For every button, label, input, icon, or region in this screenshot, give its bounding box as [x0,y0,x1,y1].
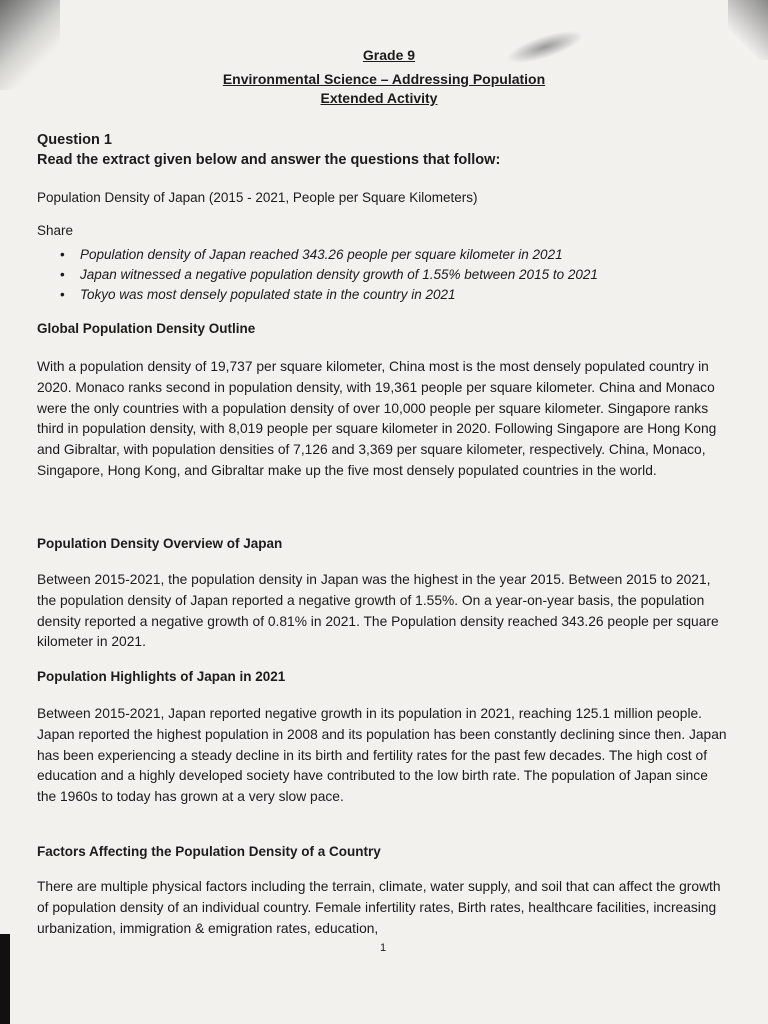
bullet-icon: • [60,267,65,282]
extract-title: Population Density of Japan (2015 - 2021, People per Square Kilometers) [37,190,478,205]
share-label: Share [37,223,74,238]
list-item [58,265,598,285]
bullet-text: Tokyo was most densely populated state in the country in 2021 [80,287,456,302]
page-number: 1 [380,942,387,954]
bullet-text: Japan witnessed a negative population density growth of 1.55% between 2015 to 2021 [80,267,598,282]
bullet-text: Population density of Japan reached 343.26 people per square kilometer in 2021 [80,247,563,262]
grade-heading: Grade 9 [362,47,416,63]
section-heading: Factors Affecting the Population Density of a Country [37,844,381,859]
bullet-icon: • [60,247,65,262]
section-heading: Global Population Density Outline [37,321,256,336]
section-heading: Population Highlights of Japan in 2021 [37,669,286,684]
activity-heading: Extended Activity [320,90,438,106]
page-edge-shadow [0,934,10,1024]
bullet-icon: • [60,287,65,302]
subject-heading: Environmental Science – Addressing Population [222,71,546,87]
section-paragraph: With a population density of 19,737 per square kilometer, China most is the most densely populated country in 2020. Monaco ranks second in population density, with 19,361 people per square kilometer. China and Monaco were the only countries with a population density of over 10,000 people per square kilometer. Singapore ranks third in population density, with 8,019 people per square kilometer in 2020. Following Singapore are Hong Kong and Gibraltar, with population densities of 7,126 and 3,369 per square kilometer, respectively. China, Monaco, Singapore, Hong Kong, and Gibraltar make up the five most densely populated countries in the world. [37,359,717,478]
question-title: Question 1 [37,132,112,148]
section-heading: Population Density Overview of Japan [37,536,283,551]
list-item [58,245,598,265]
section-paragraph: There are multiple physical factors including the terrain, climate, water supply, and soil that can affect the growth of population density of an individual country. Female infertility rates, Birth rates, healthcare facilities, increasing urbanization, immigration & emigration rates, education, [37,879,721,936]
share-bullet-list [58,245,598,305]
section-paragraph: Between 2015-2021, the population density in Japan was the highest in the year 2015. Between 2015 to 2021, the population density of Japan reported a negative growth of 1.55%. On a year-on-year basis, the population density reported a negative growth of 0.81% in 2021. The Population density reached 343.26 people per square kilometer in 2021. [37,572,719,650]
list-item [58,285,598,305]
section-paragraph: Between 2015-2021, Japan reported negative growth in its population in 2021, reaching 125.1 million people. Japan reported the highest population in 2008 and its population has been constantly declining since then. Japan has been experiencing a steady decline in its birth and fertility rates for the past few decades. The high cost of education and a highly developed society have contributed to the low birth rate. The population of Japan since the 1960s to today has grown at a very slow pace. [37,706,727,805]
question-instruction: Read the extract given below and answer the questions that follow: [37,152,501,168]
